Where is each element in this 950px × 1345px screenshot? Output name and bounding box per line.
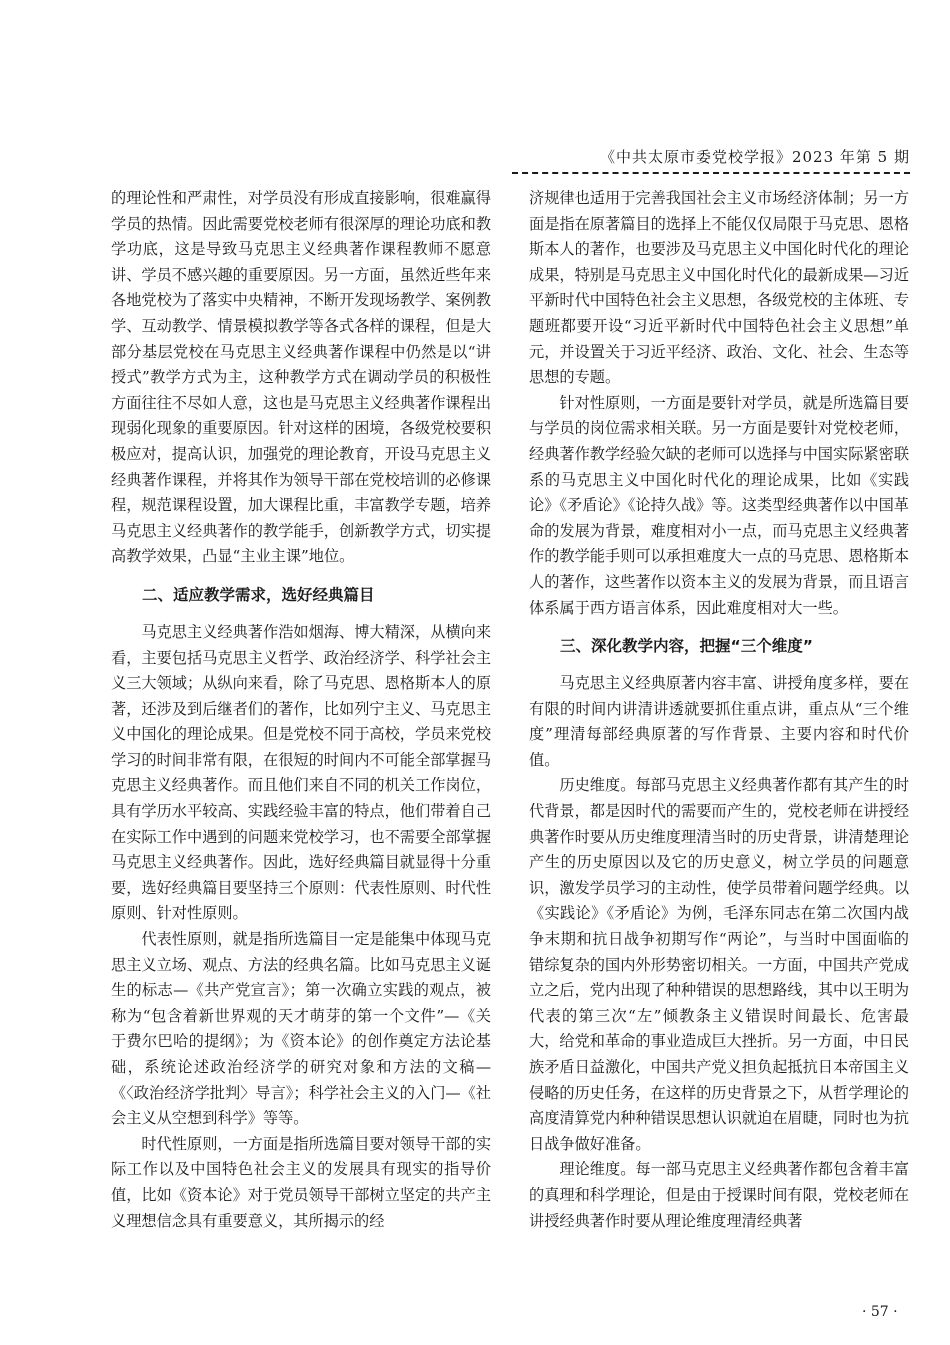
header-divider xyxy=(512,172,910,174)
journal-header: 《中共太原市委党校学报》2023 年第 5 期 xyxy=(599,148,910,166)
left-column xyxy=(111,186,491,1234)
section-heading-2: 二、适应教学需求，选好经典篇目 xyxy=(142,585,375,604)
right-column xyxy=(529,186,909,1234)
paragraph: 代表性原则，就是指所选篇目一定是能集中体现马克思主义立场、观点、方法的经典名篇。比如马克思主义诞生的标志—《共产党宣言》；第一次确立实践的观点，被称为“包含着新世界观的天才萌芽的第一个文件”—《关于费尔巴哈的提纲》；为《资本论》的创作奠定方法论基础，系统论述政治经济学的研究对象和方法的文稿—《〈政治经济学批判〉导言》；科学社会主义的入门—《社会主义从空想到科学》等等。 xyxy=(111,930,491,1128)
paragraph: 理论维度。每一部马克思主义经典著作都包含着丰富的真理和科学理论，但是由于授课时间有限，党校老师在讲授经典著作时要从理论维度理清经典著 xyxy=(529,1160,909,1230)
paragraph: 历史维度。每部马克思主义经典著作都有其产生的时代背景，都是因时代的需要而产生的，党校老师在讲授经典著作时要从历史维度理清当时的历史背景，讲清楚理论产生的历史原因以及它的历史意义，树立学员的问题意识，激发学员学习的主动性，使学员带着问题学经典。以《实践论》《矛盾论》为例，毛泽东同志在第二次国内战争末期和抗日战争初期写作“两论”，与当时中国面临的错综复杂的国内外形势密切相关。一方面，中国共产党成立之后，党内出现了种种错误的思想路线，其中以王明为代表的第三次“左”倾教条主义错误时间最长、危害最大，给党和革命的事业造成巨大挫折。另一方面，中日民族矛盾日益激化，中国共产党义担负起抵抗日本帝国主义侵略的历史任务，在这样的历史背景之下，从哲学理论的高度清算党内种种错误思想认识就迫在眉睫，同时也为抗日战争做好准备。 xyxy=(529,776,909,1153)
paragraph: 的理论性和严肃性，对学员没有形成直接影响，很难赢得学员的热情。因此需要党校老师有很深厚的理论功底和教学功底，这是导致马克思主义经典著作课程教师不愿意讲、学员不感兴趣的重要原因。另一方面，虽然近些年来各地党校为了落实中央精神，不断开发现场教学、案例教学、互动教学、情景模拟教学等各式各样的课程，但是大部分基层党校在马克思主义经典著作课程中仍然是以“讲授式”教学方式为主，这种教学方式在调动学员的积极性方面往往不尽如人意，这也是马克思主义经典著作课程出现弱化现象的重要原因。针对这样的困境，各级党校要积极应对，提高认识，加强党的理论教育，开设马克思主义经典著作课程，并将其作为领导干部在党校培训的必修课程，规范课程设置，加大课程比重，丰富教学专题，培养马克思主义经典著作的教学能手，创新教学方式，切实提高教学效果，凸显“主业主课”地位。 xyxy=(111,189,491,566)
paragraph: 马克思主义经典著作浩如烟海、博大精深，从横向来看，主要包括马克思主义哲学、政治经济学、科学社会主义三大领域；从纵向来看，除了马克思、恩格斯本人的原著，还涉及到后继者们的著作，比如列宁主义、马克思主义中国化的理论成果。但是党校不同于高校，学员来党校学习的时间非常有限，在很短的时间内不可能全部掌握马克思主义经典著作。而且他们来自不同的机关工作岗位，具有学历水平较高、实践经验丰富的特点，他们带着自己在实际工作中遇到的问题来党校学习，也不需要全部掌握马克思主义经典著作。因此，选好经典篇目就显得十分重要，选好经典篇目要坚持三个原则：代表性原则、时代性原则、针对性原则。 xyxy=(111,622,491,923)
section-heading-3: 三、深化教学内容，把握“三个维度” xyxy=(560,637,813,656)
paragraph: 针对性原则，一方面是要针对学员，就是所选篇目要与学员的岗位需求相关联。另一方面是要针对党校老师，经典著作教学经验欠缺的老师可以选择与中国实际紧密联系的马克思主义中国化时代化的理论成果，比如《实践论》《矛盾论》《论持久战》等。这类型经典著作以中国革命的发展为背景，难度相对小一点，而马克思主义经典著作的教学能手则可以承担难度大一点的马克思、恩格斯本人的著作，这些著作以资本主义的发展为背景，而且语言体系属于西方语言体系，因此难度相对大一些。 xyxy=(529,393,909,617)
page-number: · 57 · xyxy=(862,1304,898,1320)
paragraph: 马克思主义经典原著内容丰富、讲授角度多样，要在有限的时间内讲清讲透就要抓住重点讲，重点从“三个维度”理清每部经典原著的写作背景、主要内容和时代价值。 xyxy=(529,674,909,769)
paragraph: 济规律也适用于完善我国社会主义市场经济体制；另一方面是指在原著篇目的选择上不能仅仅局限于马克思、恩格斯本人的著作，也要涉及马克思主义中国化时代化的理论成果，特别是马克思主义中国化时代化的最新成果—习近平新时代中国特色社会主义思想，各级党校的主体班、专题班都要开设“习近平新时代中国特色社会主义思想”单元，并设置关于习近平经济、政治、文化、社会、生态等思想的专题。 xyxy=(529,189,909,387)
paragraph: 时代性原则，一方面是指所选篇目要对领导干部的实际工作以及中国特色社会主义的发展具有现实的指导价值，比如《资本论》对于党员领导干部树立坚定的共产主义理想信念具有重要意义，其所揭示的经 xyxy=(111,1134,491,1230)
